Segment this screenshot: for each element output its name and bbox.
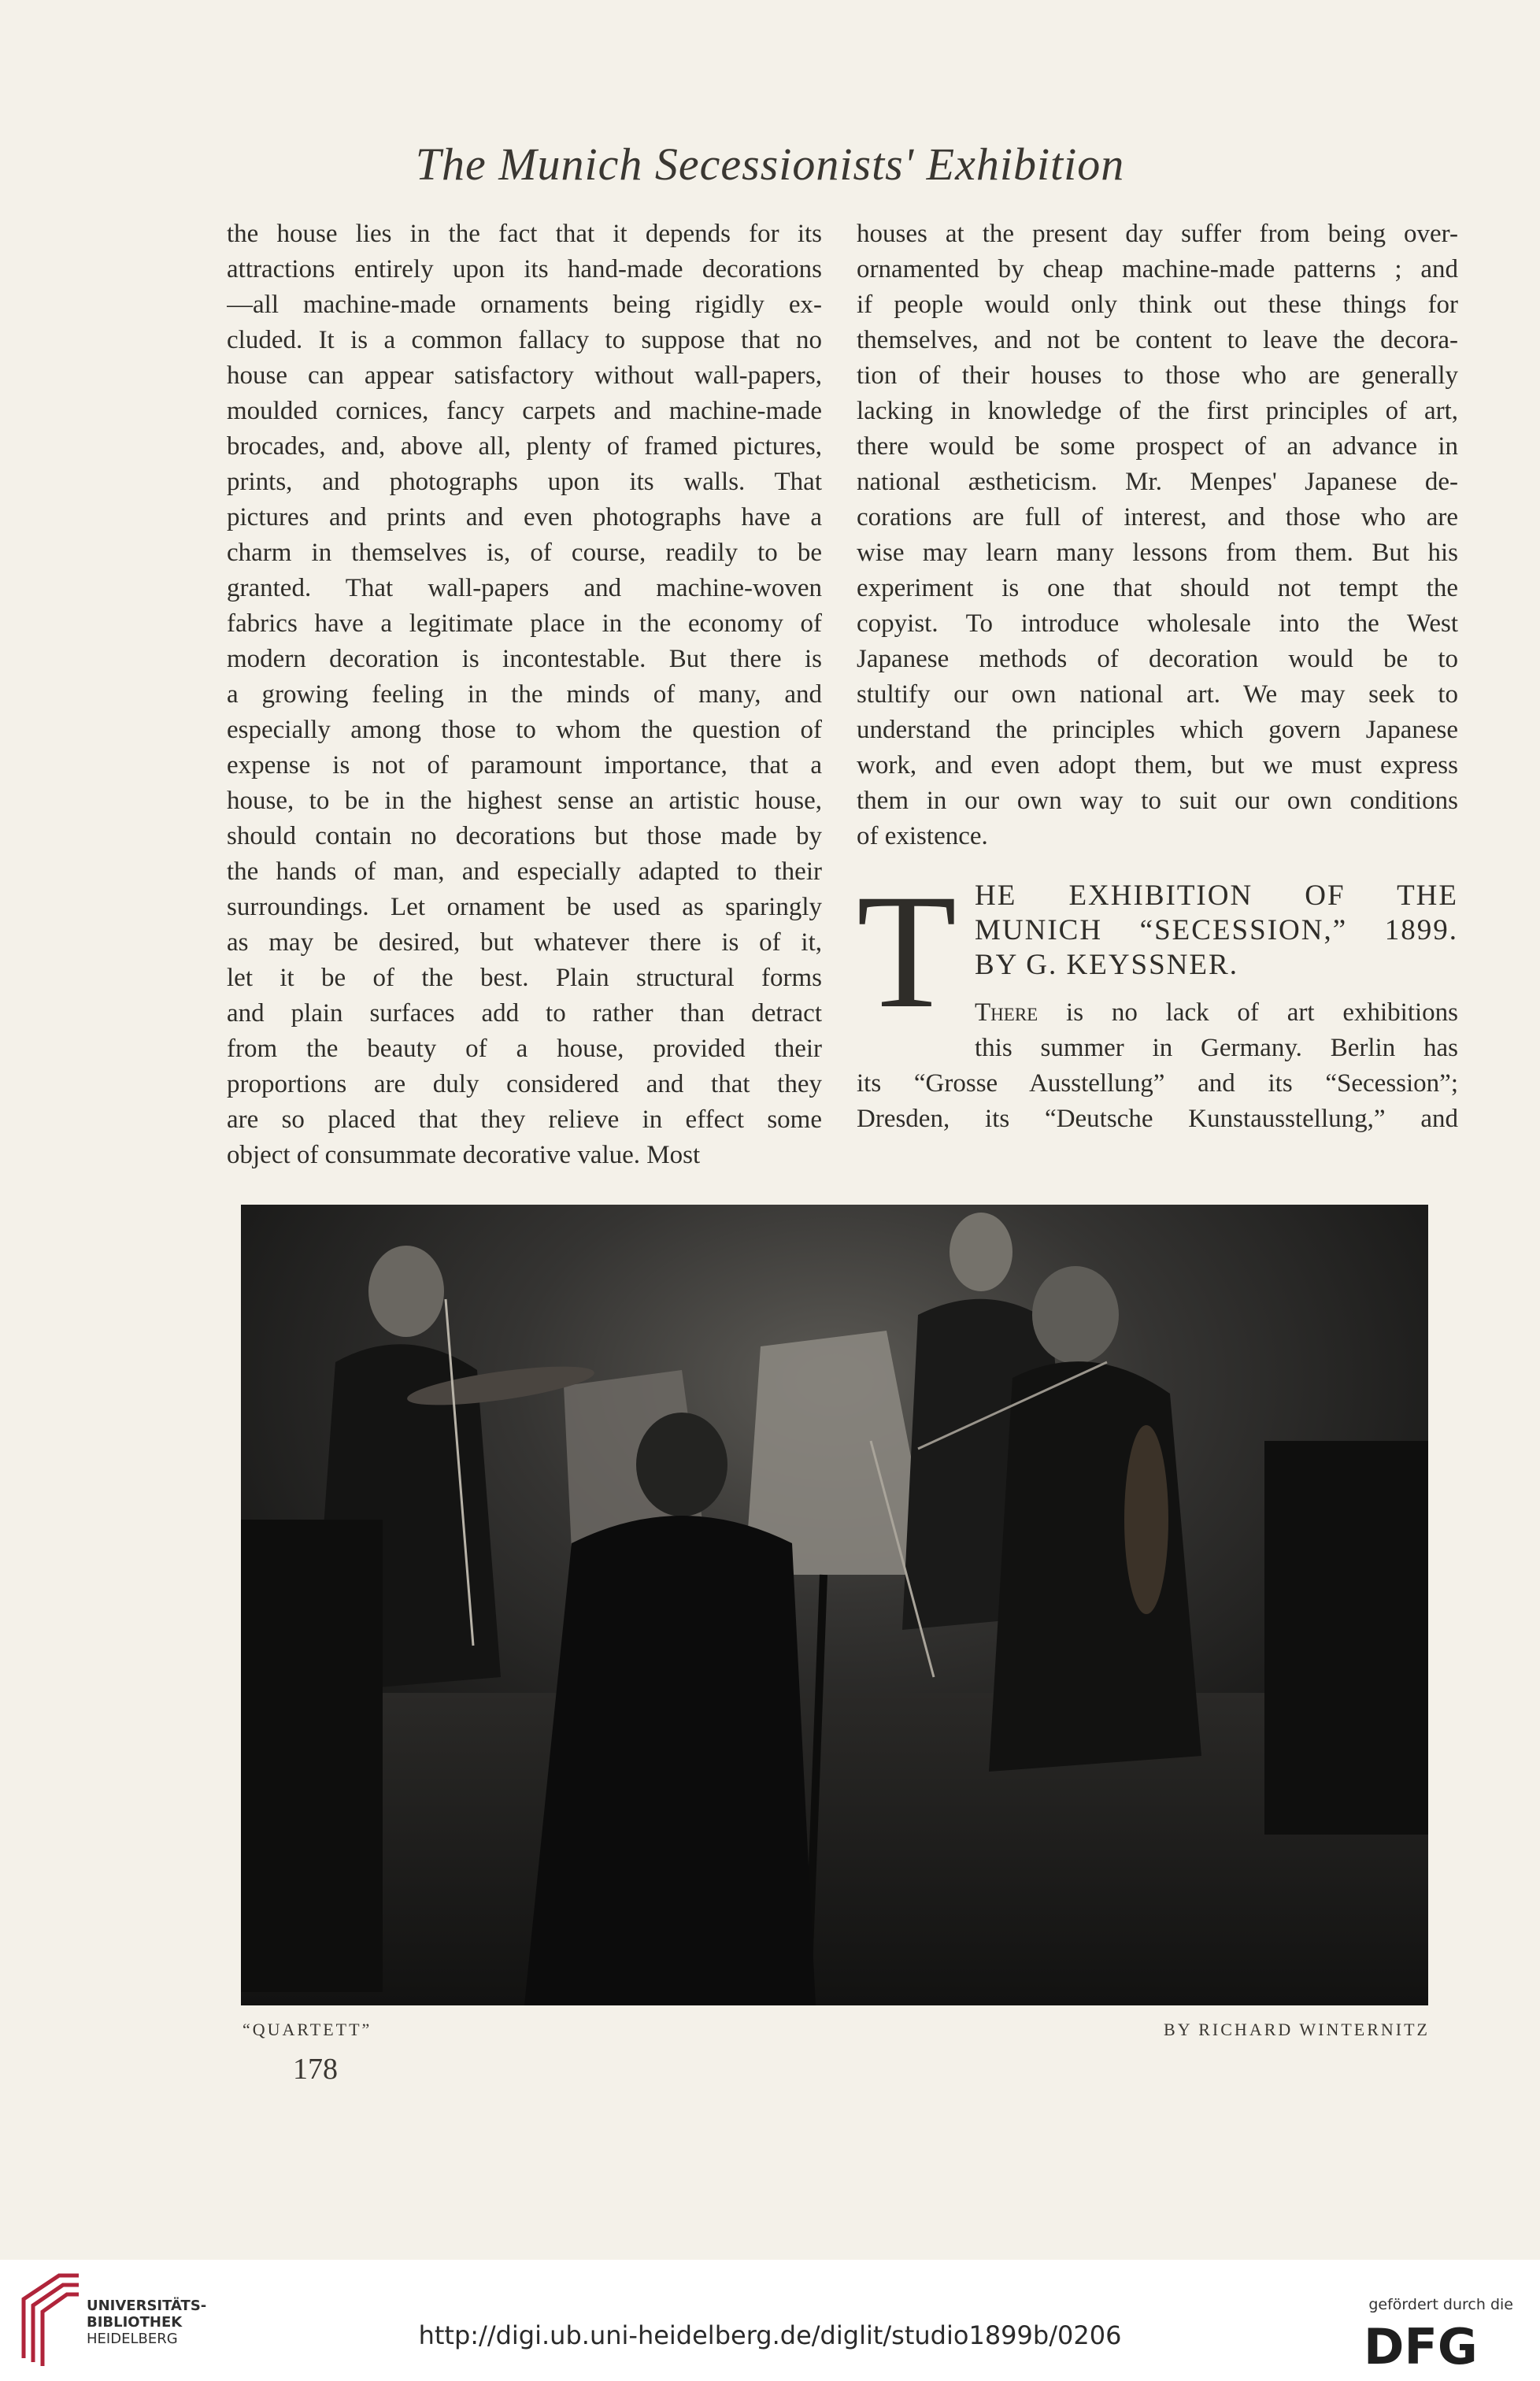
heading-line-3: BY G. KEYSSNER.	[975, 949, 1238, 981]
text-line: charm in themselves is, of course, readily to be	[227, 539, 822, 567]
text-line: a growing feeling in the minds of many, and	[227, 680, 822, 709]
text-line: copyist. To introduce wholesale into the West	[857, 609, 1458, 638]
text-line: prints, and photographs upon its walls. That	[227, 468, 822, 496]
text-line: corations are full of interest, and those who are	[857, 503, 1458, 531]
heading-line-2: MUNICH “SECESSION,” 1899.	[975, 914, 1458, 946]
drop-cap: T	[857, 861, 957, 1042]
text-line: —all machine-made ornaments being rigidly ex-	[227, 291, 822, 319]
text-line: especially among those to whom the question of	[227, 716, 822, 744]
funded-by-label: gefördert durch die	[1368, 2296, 1513, 2313]
text-line: house can appear satisfactory without wall-papers,	[227, 361, 822, 390]
text-line: brocades, and, above all, plenty of framed pictures,	[227, 432, 822, 461]
text-line: them in our own way to suit our own conditions	[857, 787, 1458, 815]
text-line: wise may learn many lessons from them. But his	[857, 539, 1458, 567]
text-line: houses at the present day suffer from being over-	[857, 220, 1458, 248]
text-line: and plain surfaces add to rather than detract	[227, 999, 822, 1028]
dfg-logo	[1364, 2323, 1513, 2368]
text-line: understand the principles which govern Japanese	[857, 716, 1458, 744]
text-line: if people would only think out these things for	[857, 291, 1458, 319]
text-line: object of consummate decorative value. Most	[227, 1141, 701, 1169]
page-number: 178	[293, 2053, 338, 2086]
text-line: should contain no decorations but those made by	[227, 822, 822, 850]
text-line: fabrics have a legitimate place in the economy of	[227, 609, 822, 638]
text-line: house, to be in the highest sense an artistic house,	[227, 787, 822, 815]
library-name-line-1: UNIVERSITÄTS-	[87, 2298, 207, 2314]
text-line: modern decoration is incontestable. But there is	[227, 645, 822, 673]
right-column	[857, 217, 1458, 854]
caption-artist: BY RICHARD WINTERNITZ	[1164, 2020, 1430, 2039]
text-line: experiment is one that should not tempt the	[857, 574, 1458, 602]
university-library-logo-icon	[16, 2268, 83, 2370]
text-line: as may be desired, but whatever there is of it,	[227, 928, 822, 957]
article-body-line: Dresden, its “Deutsche Kunstausstellung,” and	[857, 1105, 1458, 1133]
text-line: Japanese methods of decoration would be to	[857, 645, 1458, 673]
small-caps-word: There	[975, 998, 1038, 1027]
text-line: granted. That wall-papers and machine-woven	[227, 574, 822, 602]
caption-title: “QUARTETT”	[242, 2020, 372, 2039]
source-url-link[interactable]: http://digi.ub.uni-heidelberg.de/diglit/studio1899b/0206	[418, 2320, 1122, 2350]
text-line: expense is not of paramount importance, that a	[227, 751, 822, 779]
text-line: there would be some prospect of an advance in	[857, 432, 1458, 461]
page-title: The Munich Secessionists' Exhibition	[415, 139, 1125, 190]
article-body-line: this summer in Germany. Berlin has	[975, 1034, 1458, 1062]
text-line: lacking in knowledge of the first principles of art,	[857, 397, 1458, 425]
text-line: of existence.	[857, 822, 988, 850]
text-line: proportions are duly considered and that they	[227, 1070, 822, 1098]
text-line: the hands of man, and especially adapted to their	[227, 857, 822, 886]
text-line: cluded. It is a common fallacy to suppose that no	[227, 326, 822, 354]
text-line: work, and even adopt them, but we must express	[857, 751, 1458, 779]
painting-illustration	[241, 1205, 1428, 2005]
text-line: ornamented by cheap machine-made patterns ; and	[857, 255, 1458, 283]
text-line: the house lies in the fact that it depends for its	[227, 220, 822, 248]
text-line: stultify our own national art. We may seek to	[857, 680, 1458, 709]
text-line: pictures and prints and even photographs have a	[227, 503, 822, 531]
dfg-logo-text: DFG	[1364, 2323, 1478, 2368]
article-text: is no lack of art exhibitions	[1038, 998, 1458, 1027]
article-body-line	[975, 995, 1458, 1031]
text-line: tion of their houses to those who are generally	[857, 361, 1458, 390]
library-name-line-3: HEIDELBERG	[87, 2331, 178, 2347]
text-line: are so placed that they relieve in effect some	[227, 1105, 822, 1134]
text-line: moulded cornices, fancy carpets and machine-made	[227, 397, 822, 425]
text-line: surroundings. Let ornament be used as sparingly	[227, 893, 822, 921]
text-line: themselves, and not be content to leave the decora-	[857, 326, 1458, 354]
library-name-line-2: BIBLIOTHEK	[87, 2314, 183, 2331]
article-body-line: its “Grosse Ausstellung” and its “Secession”;	[857, 1069, 1458, 1098]
text-line: national æstheticism. Mr. Menpes' Japanese de-	[857, 468, 1458, 496]
heading-line-1: HE EXHIBITION OF THE	[975, 879, 1458, 912]
text-line: attractions entirely upon its hand-made decorations	[227, 255, 822, 283]
text-line: let it be of the best. Plain structural forms	[227, 964, 822, 992]
text-line: from the beauty of a house, provided their	[227, 1035, 822, 1063]
quartett-painting	[241, 1205, 1428, 2005]
left-column	[227, 217, 822, 1173]
